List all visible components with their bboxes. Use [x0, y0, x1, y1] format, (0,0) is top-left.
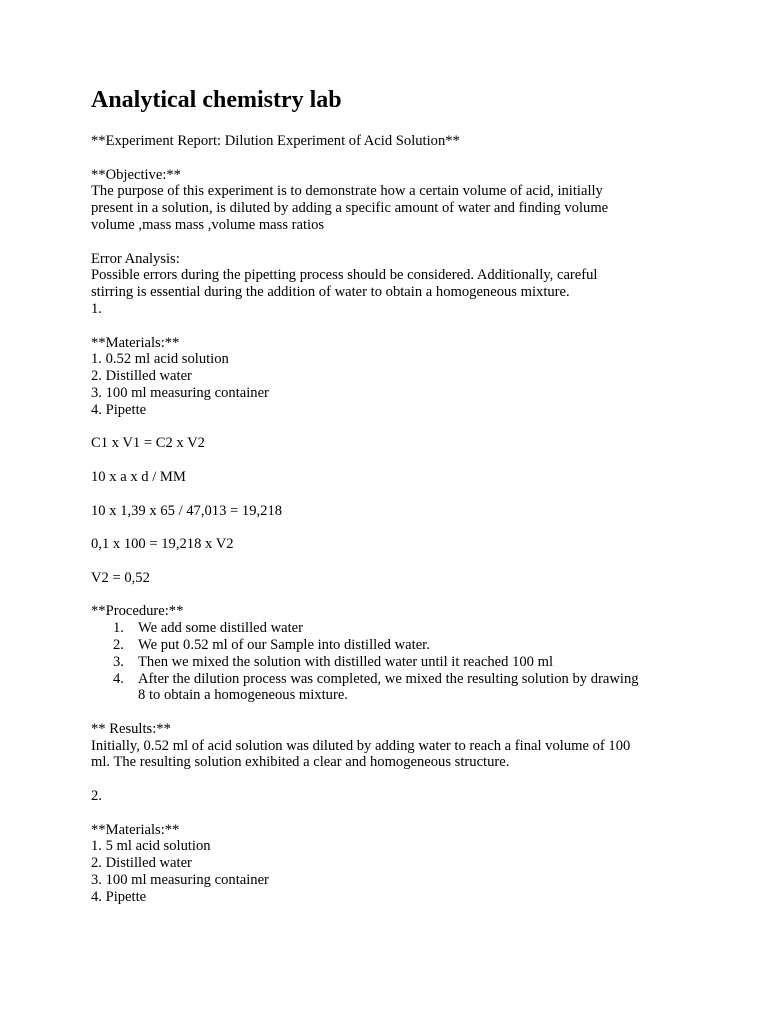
blank-line — [91, 486, 691, 503]
blank-line — [91, 234, 691, 251]
materials-item: 4. Pipette — [91, 401, 147, 418]
step-number: 4. — [113, 670, 124, 687]
document-title: Analytical chemistry lab — [91, 87, 342, 113]
procedure-step — [91, 654, 691, 671]
materials-item: 3. 100 ml measuring container — [91, 384, 269, 401]
step-text: We add some distilled water — [138, 620, 303, 637]
materials-heading: **Materials:** — [91, 821, 180, 838]
results-line: ml. The resulting solution exhibited a clear and homogeneous structure. — [91, 754, 510, 771]
error-analysis-heading: Error Analysis: — [91, 250, 180, 267]
step-text: Then we mixed the solution with distilled water until it reached 100 ml — [138, 653, 554, 670]
equation: V2 = 0,52 — [91, 569, 150, 586]
equation: 0,1 x 100 = 19,218 x V2 — [91, 536, 234, 553]
error-analysis-line: stirring is essential during the addition of water to obtain a homogeneous mixture. — [91, 284, 570, 301]
materials-item: 1. 0.52 ml acid solution — [91, 351, 229, 368]
materials-item: 3. 100 ml measuring container — [91, 872, 269, 889]
step-number: 3. — [113, 653, 124, 670]
objective-line: The purpose of this experiment is to demonstrate how a certain volume of acid, initially — [91, 183, 603, 200]
materials-item: 2. Distilled water — [91, 855, 192, 872]
blank-line — [91, 704, 691, 721]
equation: 10 x a x d / MM — [91, 468, 186, 485]
materials-item: 1. 5 ml acid solution — [91, 838, 211, 855]
materials-item: 2. Distilled water — [91, 368, 192, 385]
blank-line — [91, 150, 691, 167]
step-text: 8 to obtain a homogeneous mixture. — [138, 687, 348, 704]
objective-heading: **Objective:** — [91, 166, 181, 183]
step-number: 2. — [113, 636, 124, 653]
materials-item: 4. Pipette — [91, 888, 147, 905]
equation: C1 x V1 = C2 x V2 — [91, 435, 205, 452]
materials-heading: **Materials:** — [91, 334, 180, 351]
objective-line: present in a solution, is diluted by adding a specific amount of water and finding volume — [91, 200, 609, 217]
blank-line — [91, 553, 691, 570]
section-number: 1. — [91, 300, 102, 317]
equation: 10 x 1,39 x 65 / 47,013 = 19,218 — [91, 502, 283, 519]
document-body — [91, 133, 691, 906]
error-analysis-line: Possible errors during the pipetting process should be considered. Additionally, careful — [91, 267, 598, 284]
blank-line — [91, 318, 691, 335]
blank-line — [91, 805, 691, 822]
step-text: We put 0.52 ml of our Sample into distilled water. — [138, 636, 430, 653]
report-heading: **Experiment Report: Dilution Experiment of Acid Solution** — [91, 133, 460, 149]
results-heading: ** Results:** — [91, 720, 171, 737]
procedure-step — [91, 637, 691, 654]
blank-line — [91, 419, 691, 436]
step-text: After the dilution process was completed, we mixed the resulting solution by drawing — [138, 670, 639, 687]
objective-line: volume ,mass mass ,volume mass ratios — [91, 216, 325, 233]
step-number: 1. — [113, 620, 124, 637]
section-number: 2. — [91, 788, 102, 805]
procedure-heading: **Procedure:** — [91, 603, 184, 620]
blank-line — [91, 587, 691, 604]
blank-line — [91, 771, 691, 788]
procedure-step — [91, 620, 691, 637]
results-line: Initially, 0.52 ml of acid solution was diluted by adding water to reach a final volume of 100 — [91, 737, 631, 754]
blank-line — [91, 452, 691, 469]
procedure-step — [91, 671, 691, 705]
blank-line — [91, 519, 691, 536]
